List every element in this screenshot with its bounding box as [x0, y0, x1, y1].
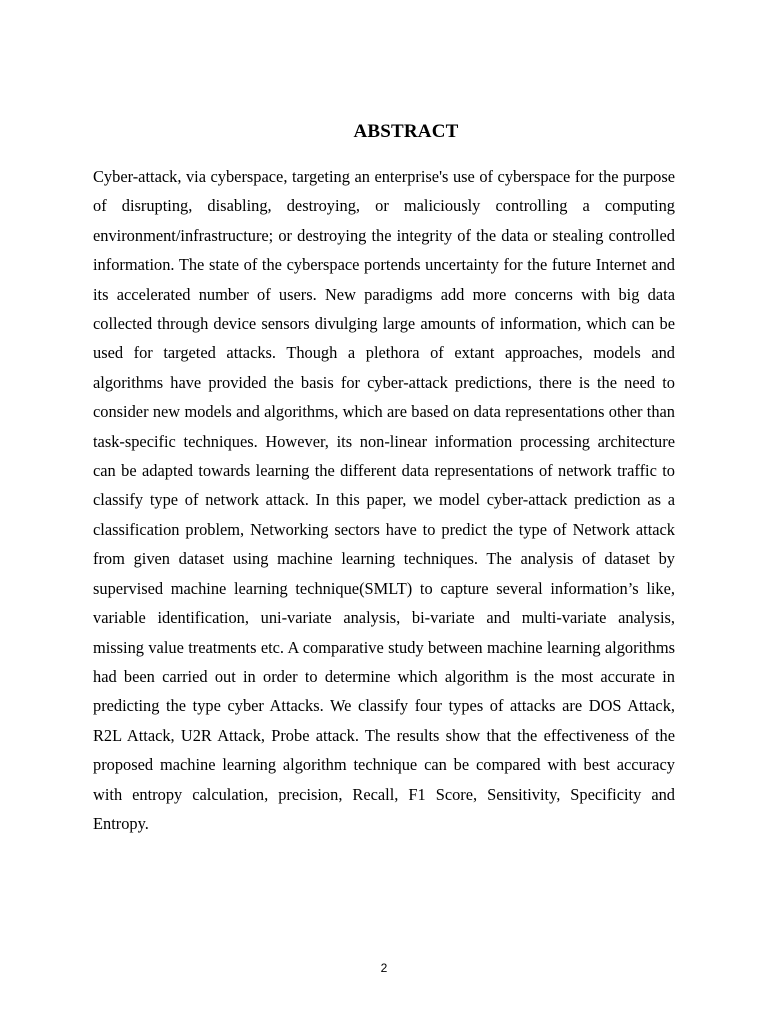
- page-number: 2: [380, 961, 388, 975]
- abstract-heading: ABSTRACT: [353, 121, 459, 142]
- abstract-paragraph: Cyber-attack, via cyberspace, targeting an enterprise's use of cyberspace for the purpose of disrupting, disabling, destroying, or maliciously controlling a computing environment/infrastructure; or destroying the integrity of the data or stealing controlled information. The state of the cyberspace portends uncertainty for the future Internet and its accelerated number of users. New paradigms add more concerns with big data collected through device sensors divulging large amounts of information, which can be used for targeted attacks. Though a plethora of extant approaches, models and algorithms have provided the basis for cyber-attack predictions, there is the need to consider new models and algorithms, which are based on data representations other than task-specific techniques. However, its non-linear information processing architecture can be adapted towards learning the different data representations of network traffic to classify type of network attack. In this paper, we model cyber-attack prediction as a classification problem, Networking sectors have to predict the type of Network attack from given dataset using machine learning techniques. The analysis of dataset by supervised machine learning technique(SMLT) to capture several information’s like, variable identification, uni-variate analysis, bi-variate and multi-variate analysis, missing value treatments etc. A comparative study between machine learning algorithms had been carried out in order to determine which algorithm is the most accurate in predicting the type cyber Attacks. We classify four types of attacks are DOS Attack, R2L Attack, U2R Attack, Probe attack. The results show that the effectiveness of the proposed machine learning algorithm technique can be compared with best accuracy with entropy calculation, precision, Recall, F1 Score, Sensitivity, Specificity and Entropy.: [93, 167, 675, 833]
